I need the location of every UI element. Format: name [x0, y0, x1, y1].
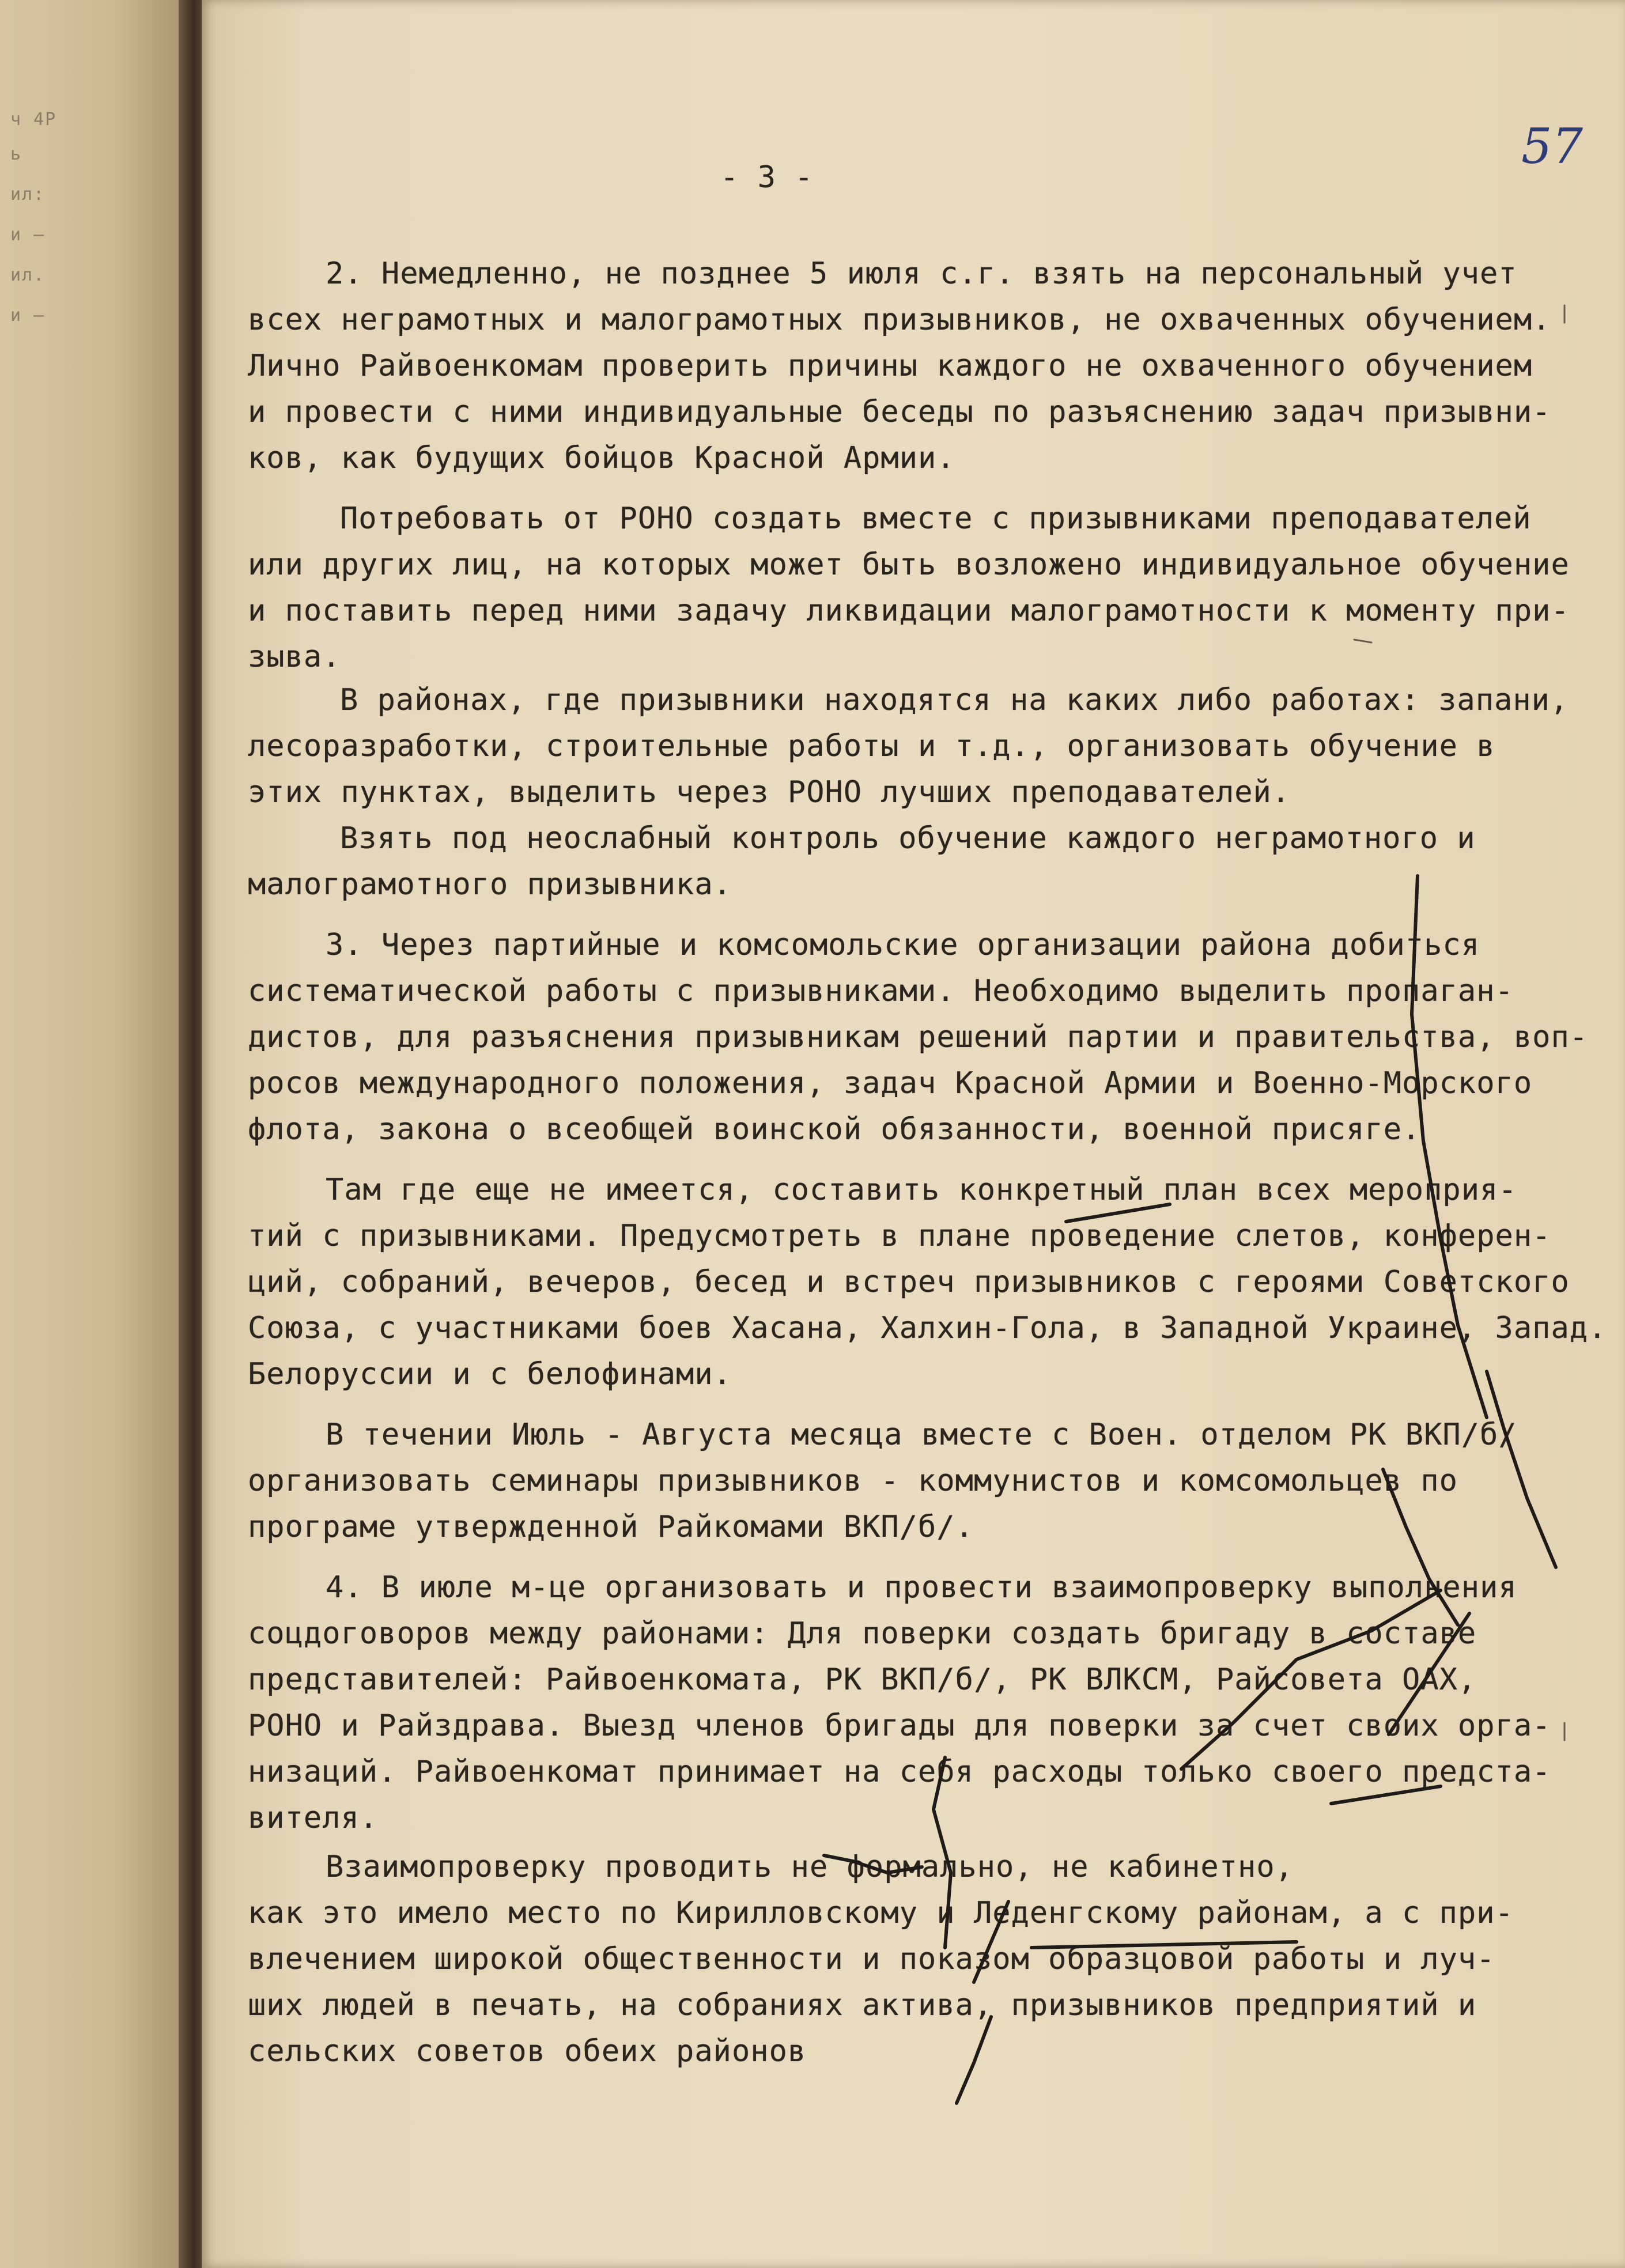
text-line: организовать семинары призывников - коммунистов и комсомольцев по	[248, 1464, 1458, 1498]
text-line: програме утвержденной Райкомами ВКП/б/.	[248, 1510, 974, 1544]
pen-stroke	[1389, 1613, 1469, 1734]
page-number: - 3 -	[720, 160, 814, 195]
text-line: или других лиц, на которых может быть возложено индивидуальное обучение	[248, 547, 1570, 582]
text-line: тий с призывниками. Предусмотреть в плане проведение слетов, конферен-	[248, 1219, 1551, 1253]
text-line: 3. Через партийные и комсомольские организации района добиться	[326, 928, 1480, 962]
text-line: росов международного положения, задач Красной Армии и Военно-Морского	[248, 1066, 1533, 1101]
text-line: РОНО и Райздрава. Выезд членов бригады для поверки за счет своих орга-	[248, 1708, 1551, 1743]
pen-stroke	[957, 2017, 991, 2103]
text-line: влечением широкой общественности и показом образцовой работы и луч-	[248, 1942, 1495, 1976]
pen-stroke	[1031, 1942, 1297, 1948]
text-line: Взаимопроверку проводить не формально, не кабинетно,	[326, 1850, 1294, 1884]
text-line: ций, собраний, вечеров, бесед и встреч призывников с героями Советского	[248, 1265, 1570, 1299]
pen-stroke	[1066, 1204, 1170, 1222]
text-line: Лично Райвоенкомам проверить причины каждого не охваченного обучением	[248, 349, 1533, 383]
left-page-mark: ч 4Р	[10, 109, 57, 130]
pencil-tick	[1354, 640, 1371, 642]
text-line: зыва.	[248, 640, 341, 674]
text-line: низаций. Райвоенкомат принимает на себя расходы только своего предста-	[248, 1755, 1551, 1789]
text-line: сельских советов обеих районов	[248, 2034, 807, 2069]
left-page-edge	[0, 0, 190, 2268]
text-line: Там где еще не имеется, составить конкретный план всех мероприя-	[326, 1173, 1517, 1207]
left-page-mark: ь	[10, 144, 22, 164]
text-line: представителей: Райвоенкомата, РК ВКП/б/, РК ВЛКСМ, Райсовета ОАХ,	[248, 1662, 1477, 1697]
left-page-mark: ил:	[10, 184, 46, 205]
pen-stroke	[934, 1757, 951, 1948]
text-line: Потребовать от РОНО создать вместе с призывниками преподавателей	[340, 501, 1532, 536]
text-line: всех неграмотных и малограмотных призывников, не охваченных обучением.	[248, 303, 1551, 337]
text-line: Белоруссии и с белофинами.	[248, 1357, 732, 1392]
pen-stroke	[1331, 1786, 1441, 1804]
left-page-mark: и –	[10, 225, 46, 245]
text-line: вителя.	[248, 1801, 379, 1835]
pen-stroke	[1412, 876, 1487, 1418]
text-line: ших людей в печать, на собраниях актива, призывников предприятий и	[248, 1988, 1477, 2023]
text-line: Взять под неослабный контроль обучение каждого неграмотного и	[340, 821, 1476, 856]
text-line: и провести с ними индивидуальные беседы по разъяснению задач призывни-	[248, 395, 1551, 429]
text-line: малограмотного призывника.	[248, 867, 732, 902]
text-line: 4. В июле м-це организовать и провести взаимопроверку выполнения	[326, 1570, 1517, 1605]
archive-sheet-number: 57	[1521, 118, 1583, 175]
left-page-mark: и –	[10, 305, 46, 326]
text-line: соцдоговоров между районами: Для поверки создать бригаду в составе	[248, 1616, 1477, 1651]
pen-stroke	[1181, 1590, 1441, 1769]
text-line: систематической работы с призывниками. Необходимо выделить пропаган-	[248, 974, 1514, 1008]
text-line: В районах, где призывники находятся на каких либо работах: запани,	[340, 683, 1569, 717]
pen-stroke	[974, 1902, 1008, 1982]
left-page-mark: ил.	[10, 265, 46, 285]
pen-strike-marks	[202, 0, 1625, 2268]
text-line: В течении Июль - Августа месяца вместе с Воен. отделом РК ВКП/б/	[326, 1418, 1517, 1452]
pen-stroke	[824, 1855, 922, 1873]
text-line: и поставить перед ними задачу ликвидации малограмотности к моменту при-	[248, 594, 1570, 628]
text-line: лесоразработки, строительные работы и т.д., организовать обучение в	[248, 729, 1495, 763]
text-line: ков, как будущих бойцов Красной Армии.	[248, 441, 955, 475]
text-line: этих пунктах, выделить через РОНО лучших преподавателей.	[248, 775, 1291, 810]
pen-stroke	[1487, 1371, 1556, 1567]
text-line: Союза, с участниками боев Хасана, Халхин-Гола, в Западной Украине, Запад.	[248, 1311, 1607, 1345]
text-line: как это имело место по Кирилловскому и Леденгскому районам, а с при-	[248, 1896, 1514, 1930]
text-line: дистов, для разъяснения призывникам решений партии и правительства, воп-	[248, 1020, 1589, 1054]
text-line: 2. Немедленно, не позднее 5 июля с.г. взять на персональный учет	[326, 256, 1517, 291]
text-line: флота, закона о всеобщей воинской обязанности, военной присяге.	[248, 1112, 1421, 1147]
